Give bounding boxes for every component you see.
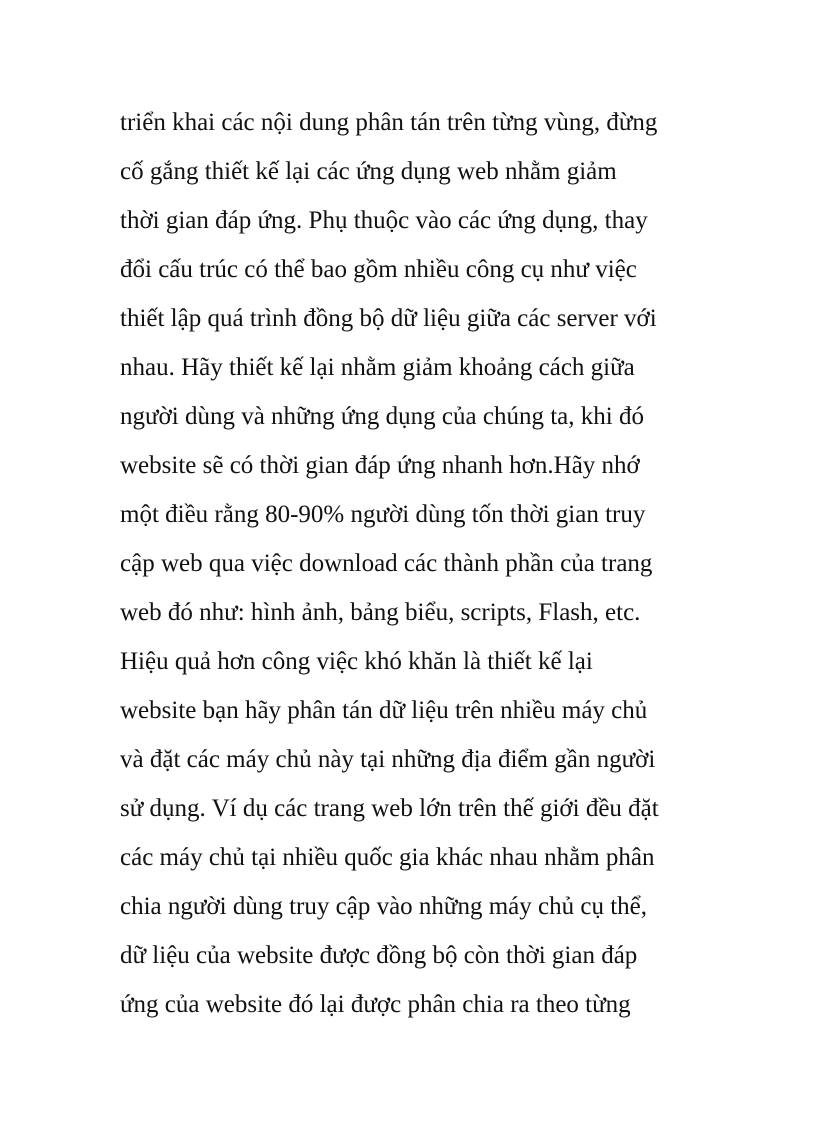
text-line: thời gian đáp ứng. Phụ thuộc vào các ứng dụng, thay [120,207,648,234]
text-line: ứng của website đó lại được phân chia ra theo từng [120,991,631,1018]
text-line: người dùng và những ứng dụng của chúng ta, khi đó [120,403,644,430]
text-line: web đó như: hình ảnh, bảng biểu, scripts, Flash, etc. [120,599,641,626]
text-line: cập web qua việc download các thành phần của trang [120,550,653,577]
text-line: các máy chủ tại nhiều quốc gia khác nhau nhằm phân [120,844,655,871]
text-line: website sẽ có thời gian đáp ứng nhanh hơn.Hãy nhớ [120,452,640,479]
text-line: chia người dùng truy cập vào những máy chủ cụ thể, [120,893,647,920]
text-line: website bạn hãy phân tán dữ liệu trên nhiều máy chủ [120,697,648,724]
text-line: Hiệu quả hơn công việc khó khăn là thiết kế lại [120,648,593,675]
text-line: một điều rằng 80-90% người dùng tốn thời gian truy [120,501,646,528]
text-line: thiết lập quá trình đồng bộ dữ liệu giữa các server với [120,305,657,332]
text-line: cố gắng thiết kế lại các ứng dụng web nhằm giảm [120,158,617,185]
text-line: đổi cấu trúc có thể bao gồm nhiều công cụ như việc [120,256,637,283]
text-line: và đặt các máy chủ này tại những địa điểm gần người [120,746,656,773]
text-line: triển khai các nội dung phân tán trên từng vùng, đừng [120,109,658,136]
text-line: sử dụng. Ví dụ các trang web lớn trên thế giới đều đặt [120,795,659,822]
text-line: nhau. Hãy thiết kế lại nhằm giảm khoảng cách giữa [120,354,635,381]
text-line: dữ liệu của website được đồng bộ còn thời gian đáp [120,942,638,969]
body-text [120,98,720,1029]
